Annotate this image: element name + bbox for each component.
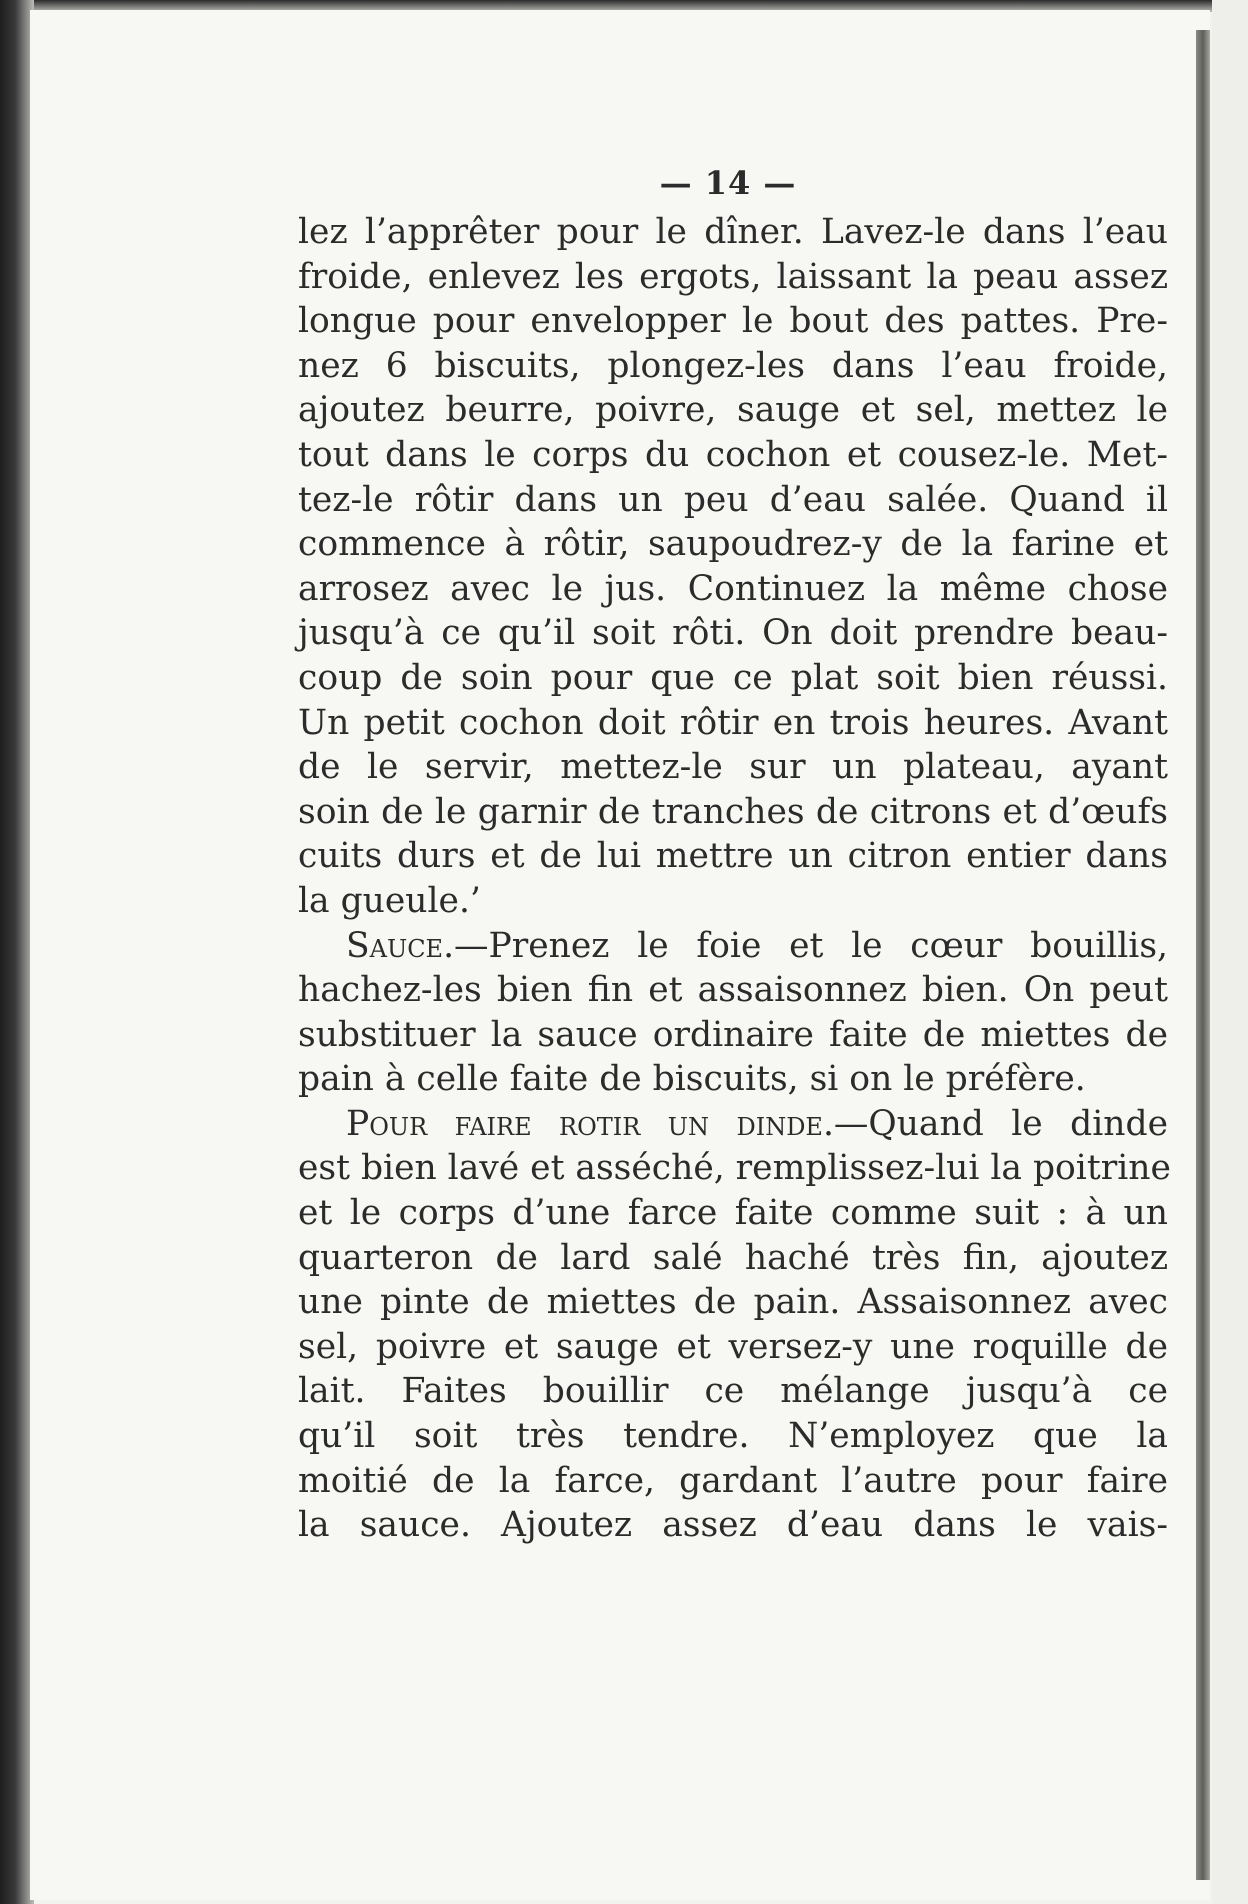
text-line: pain à celle faite de biscuits, si on le préfère. (298, 1059, 1086, 1100)
text-line: qu’il soit très tendre. N’employez que la (298, 1416, 1168, 1457)
text-line: nez 6 biscuits, plongez-les dans l’eau froide, (298, 345, 1168, 386)
text-line: moitié de la farce, gardant l’autre pour faire (298, 1460, 1168, 1501)
scan-shadow-left (0, 0, 34, 1904)
paragraph-sauce (298, 924, 1168, 1102)
text-line: froide, enlevez les ergots, laissant la peau assez (298, 256, 1168, 297)
text-line: ajoutez beurre, poivre, sauge et sel, mettez le (298, 390, 1168, 431)
text-line: Un petit cochon doit rôtir en trois heures. Avant (298, 702, 1168, 743)
page-number: — 14 — (659, 164, 797, 202)
text-line: lez l’apprêter pour le dîner. Lavez-le dans l’eau (298, 212, 1168, 252)
section-heading-sauce: Sauce. (346, 925, 455, 966)
text-line: commence à rôtir, saupoudrez-y de la farine et (298, 524, 1168, 565)
text-line: coup de soin pour que ce plat soit bien réussi. (298, 657, 1168, 698)
page-margin-right (1212, 0, 1248, 1904)
text-line: la gueule.’ (298, 880, 481, 921)
page-text (298, 156, 1171, 1548)
text-line: une pinte de miettes de pain. Assaisonnez avec (298, 1282, 1168, 1323)
text-line: tez-le rôtir dans un peu d’eau salée. Quand il (298, 479, 1168, 520)
text-line: longue pour envelopper le bout des pattes. Pre- (298, 301, 1168, 342)
text-line: de le servir, mettez-le sur un plateau, ayant (298, 747, 1168, 788)
text-line: cuits durs et de lui mettre un citron entier dans (298, 836, 1168, 877)
text-line: est bien lavé et asséché, remplissez-lui la poitrine (298, 1148, 1171, 1189)
text-line: la sauce. Ajoutez assez d’eau dans le vais- (298, 1505, 1168, 1546)
paragraph-roast-pig (298, 210, 1168, 924)
text-line: sel, poivre et sauge et versez-y une roquille de (298, 1326, 1168, 1367)
paragraph-roast-turkey (298, 1102, 1171, 1548)
text-line (298, 924, 1168, 969)
text-run: —Prenez le foie et le cœur bouillis, (454, 925, 1168, 966)
text-line: tout dans le corps du cochon et cousez-le. Met- (298, 434, 1168, 475)
text-line: substituer la sauce ordinaire faite de miettes de (298, 1014, 1168, 1055)
text-line: lait. Faites bouillir ce mélange jusqu’à ce (298, 1371, 1168, 1412)
text-line: hachez-les bien fin et assaisonnez bien. On peut (298, 970, 1168, 1011)
page-edge-shadow (1196, 30, 1210, 1880)
text-line: jusqu’à ce qu’il soit rôti. On doit prendre beau- (298, 613, 1168, 654)
text-line: soin de le garnir de tranches de citrons et d’œufs (298, 791, 1168, 832)
text-line (298, 1102, 1168, 1147)
text-line: quarteron de lard salé haché très fin, ajoutez (298, 1237, 1168, 1278)
text-line: arrosez avec le jus. Continuez la même chose (298, 568, 1168, 609)
text-line: et le corps d’une farce faite comme suit : à un (298, 1193, 1168, 1234)
section-heading-turkey: Pour faire rotir un dinde. (346, 1103, 834, 1144)
text-run: —Quand le dinde (833, 1103, 1168, 1144)
